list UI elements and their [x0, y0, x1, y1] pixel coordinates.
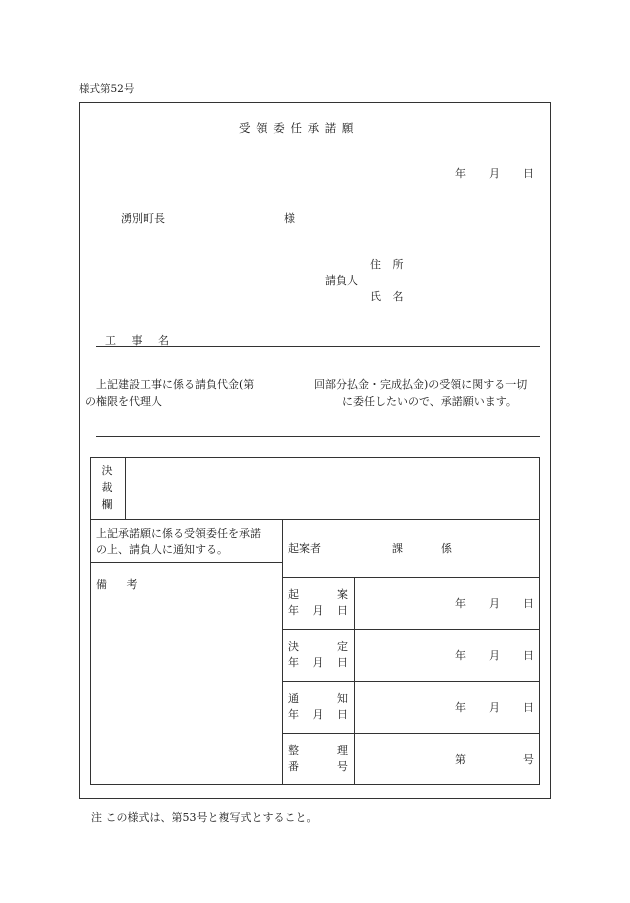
draft-date-label-bottom: 年 月 日 [288, 604, 348, 617]
approval-table [90, 457, 540, 785]
addressee-honorific: 様 [284, 212, 295, 225]
form-title: 受 領 委 任 承 諾 願 [239, 121, 355, 135]
addressee-name: 湧別町長 [121, 212, 165, 225]
contractor-address-label: 住 所 [370, 258, 408, 271]
kakari-label: 係 [441, 542, 452, 555]
kessai-bottom-line [90, 519, 540, 520]
reference-number-prefix: 第 [455, 753, 466, 766]
decision-date-day: 日 [523, 649, 534, 662]
contractor-name-label: 氏 名 [370, 290, 408, 303]
notice-date-year: 年 [455, 701, 466, 714]
notice-date-label-bottom: 年 月 日 [288, 708, 348, 721]
reference-number-label-bottom: 番 号 [288, 760, 348, 773]
body-line2-b: に委任したいので、承諾願います。 [342, 395, 517, 408]
notice-date-day: 日 [523, 701, 534, 714]
notice-date-label-top: 通 知 [288, 692, 348, 705]
date-year: 年 [455, 167, 466, 180]
date-day: 日 [523, 167, 534, 180]
reference-number-suffix: 号 [523, 753, 534, 766]
decision-date-year: 年 [455, 649, 466, 662]
contractor-label: 請負人 [325, 274, 358, 287]
body-line1-a: 上記建設工事に係る請負代金(第 [96, 378, 255, 391]
date-month: 月 [489, 167, 500, 180]
drafter-bottom-line [282, 577, 540, 578]
construction-name-label: 工 事 名 [105, 334, 175, 347]
draft-date-year: 年 [455, 597, 466, 610]
form-number: 様式第52号 [79, 83, 135, 95]
row-line-1 [282, 629, 540, 630]
decision-date-label-bottom: 年 月 日 [288, 656, 348, 669]
notice-date-month: 月 [489, 701, 500, 714]
row-line-2 [282, 681, 540, 682]
kessai-label: 決 裁 欄 [101, 464, 113, 511]
draft-date-label-top: 起 案 [288, 588, 348, 601]
body-line1-b: 回部分払金・完成払金)の受領に関する一切 [314, 378, 528, 391]
row-line-3 [282, 733, 540, 734]
construction-name-underline [96, 346, 540, 347]
draft-date-day: 日 [523, 597, 534, 610]
drafter-label: 起案者 [288, 542, 321, 555]
body-line2-a: の権限を代理人 [85, 395, 162, 408]
left-right-divider [282, 519, 283, 785]
notice-bottom-line [90, 562, 282, 563]
notice-text: 上記承諾願に係る受領委任を承諾 の上、請負人に通知する。 [96, 527, 261, 556]
decision-date-month: 月 [489, 649, 500, 662]
ka-label: 課 [392, 542, 403, 555]
kessai-divider [125, 457, 126, 519]
decision-date-label-top: 決 定 [288, 640, 348, 653]
draft-date-month: 月 [489, 597, 500, 610]
footnote: 注 この様式は、第53号と複写式とすること。 [91, 811, 318, 824]
body-divider [96, 436, 540, 437]
remarks-label: 備 考 [96, 578, 146, 591]
reference-number-label-top: 整 理 [288, 744, 348, 757]
